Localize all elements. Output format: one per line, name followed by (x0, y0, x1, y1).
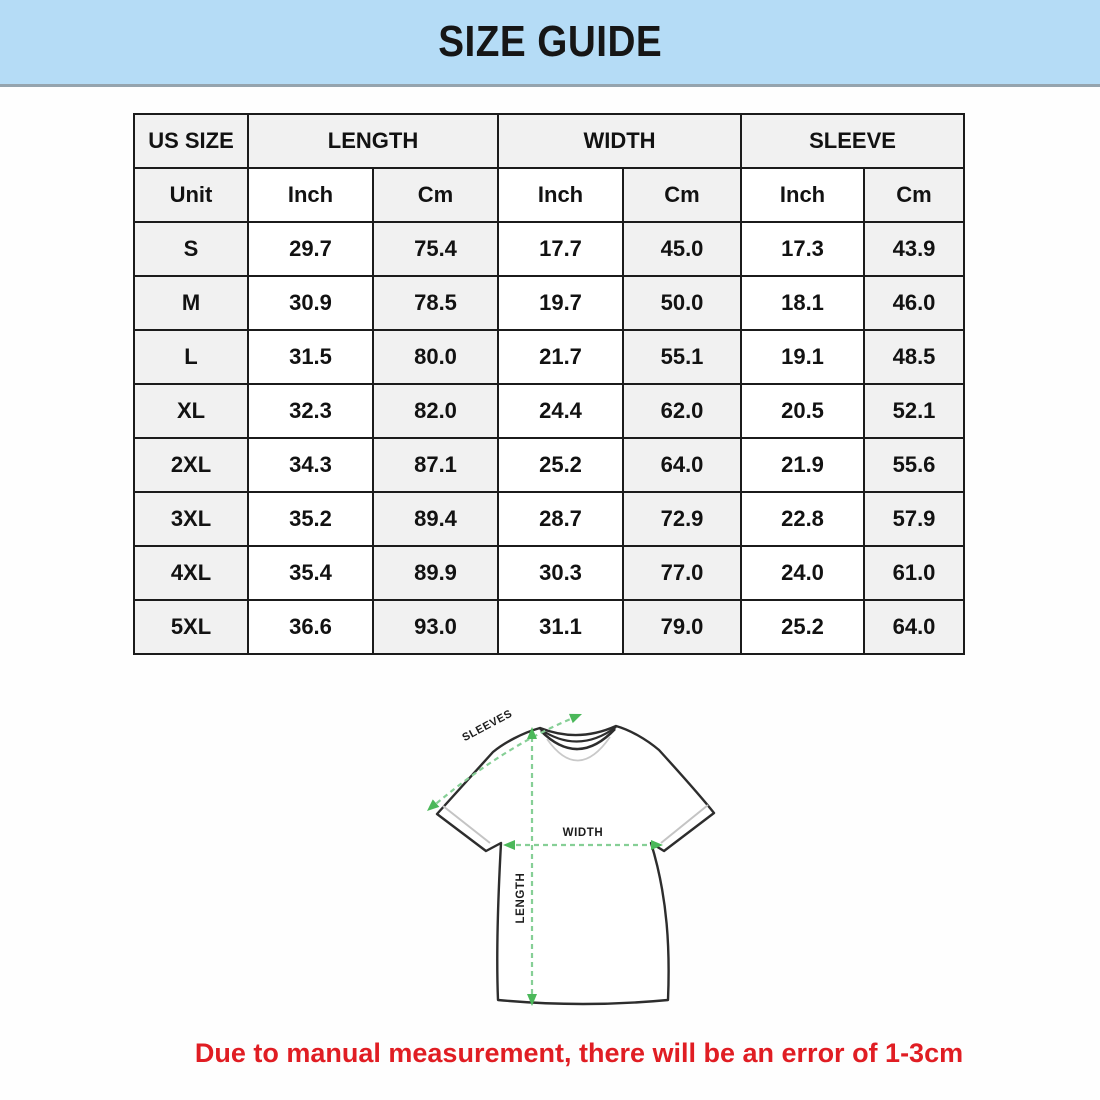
value-cell: 55.1 (623, 330, 741, 384)
value-cell: 34.3 (248, 438, 373, 492)
page-title: SIZE GUIDE (438, 17, 662, 66)
size-cell: 5XL (134, 600, 248, 654)
value-cell: 17.3 (741, 222, 864, 276)
value-cell: 55.6 (864, 438, 964, 492)
value-cell: 72.9 (623, 492, 741, 546)
value-cell: 62.0 (623, 384, 741, 438)
value-cell: 17.7 (498, 222, 623, 276)
table-row (134, 222, 964, 276)
table-row (134, 492, 964, 546)
size-table (133, 113, 965, 655)
size-cell: XL (134, 384, 248, 438)
table-group-header-row (134, 114, 964, 168)
value-cell: 93.0 (373, 600, 498, 654)
value-cell: 64.0 (864, 600, 964, 654)
value-cell: 57.9 (864, 492, 964, 546)
unit-header: Unit (134, 168, 248, 222)
value-cell: 21.7 (498, 330, 623, 384)
value-cell: 36.6 (248, 600, 373, 654)
size-cell: M (134, 276, 248, 330)
value-cell: 19.1 (741, 330, 864, 384)
value-cell: 78.5 (373, 276, 498, 330)
value-cell: 50.0 (623, 276, 741, 330)
tshirt-outline (437, 726, 714, 1004)
value-cell: 29.7 (248, 222, 373, 276)
value-cell: 24.0 (741, 546, 864, 600)
value-cell: 18.1 (741, 276, 864, 330)
value-cell: 25.2 (741, 600, 864, 654)
unit-cm: Cm (373, 168, 498, 222)
size-cell: 4XL (134, 546, 248, 600)
value-cell: 31.5 (248, 330, 373, 384)
col-header-width: WIDTH (498, 114, 741, 168)
value-cell: 48.5 (864, 330, 964, 384)
size-cell: L (134, 330, 248, 384)
value-cell: 35.2 (248, 492, 373, 546)
value-cell: 28.7 (498, 492, 623, 546)
sleeves-arrowhead-right (569, 709, 584, 723)
col-header-length: LENGTH (248, 114, 498, 168)
table-row (134, 384, 964, 438)
table-unit-row (134, 168, 964, 222)
value-cell: 80.0 (373, 330, 498, 384)
value-cell: 32.3 (248, 384, 373, 438)
col-header-sleeve: SLEEVE (741, 114, 964, 168)
size-cell: 2XL (134, 438, 248, 492)
value-cell: 45.0 (623, 222, 741, 276)
unit-inch: Inch (248, 168, 373, 222)
table-row (134, 438, 964, 492)
value-cell: 77.0 (623, 546, 741, 600)
tshirt-measurement-diagram (410, 693, 742, 1025)
value-cell: 30.3 (498, 546, 623, 600)
size-cell: S (134, 222, 248, 276)
value-cell: 22.8 (741, 492, 864, 546)
disclaimer-text: Due to manual measurement, there will be an error of 1-3cm (194, 1038, 964, 1068)
value-cell: 75.4 (373, 222, 498, 276)
table-row (134, 330, 964, 384)
value-cell: 31.1 (498, 600, 623, 654)
table-row (134, 546, 964, 600)
value-cell: 89.4 (373, 492, 498, 546)
value-cell: 82.0 (373, 384, 498, 438)
value-cell: 61.0 (864, 546, 964, 600)
value-cell: 52.1 (864, 384, 964, 438)
unit-cm: Cm (864, 168, 964, 222)
unit-inch: Inch (498, 168, 623, 222)
value-cell: 46.0 (864, 276, 964, 330)
unit-cm: Cm (623, 168, 741, 222)
title-bar (0, 0, 1100, 87)
table-row (134, 600, 964, 654)
unit-inch: Inch (741, 168, 864, 222)
value-cell: 21.9 (741, 438, 864, 492)
table-row (134, 276, 964, 330)
size-cell: 3XL (134, 492, 248, 546)
value-cell: 89.9 (373, 546, 498, 600)
value-cell: 64.0 (623, 438, 741, 492)
value-cell: 19.7 (498, 276, 623, 330)
length-label: LENGTH (515, 872, 527, 924)
value-cell: 87.1 (373, 438, 498, 492)
value-cell: 30.9 (248, 276, 373, 330)
width-label: WIDTH (562, 827, 604, 839)
value-cell: 79.0 (623, 600, 741, 654)
value-cell: 24.4 (498, 384, 623, 438)
value-cell: 20.5 (741, 384, 864, 438)
sleeves-label: SLEEVES (460, 707, 515, 745)
value-cell: 43.9 (864, 222, 964, 276)
value-cell: 25.2 (498, 438, 623, 492)
col-header-us-size: US SIZE (134, 114, 248, 168)
value-cell: 35.4 (248, 546, 373, 600)
